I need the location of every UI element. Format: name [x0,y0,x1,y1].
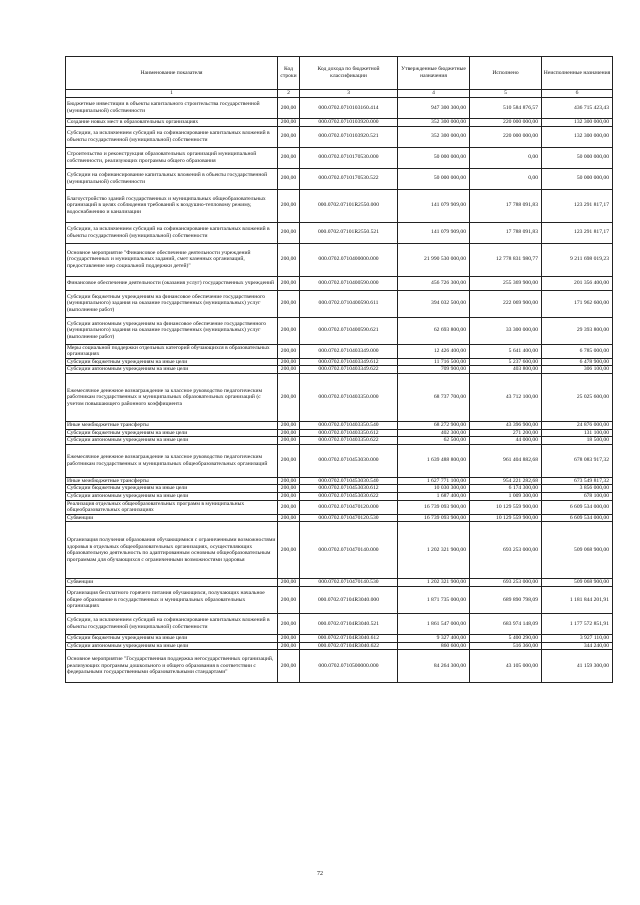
cell-line-code: 200,00 [278,317,300,344]
cell-line-code: 200,00 [278,500,300,514]
cell-unexecuted: 50 000 000,00 [542,168,613,189]
cell-executed: 693 253 000,00 [470,522,542,579]
cell-unexecuted: 41 159 300,00 [542,650,613,683]
table-row [66,429,613,437]
cell-approved: 1 202 321 900,00 [398,522,470,579]
cell-unexecuted: 6 785 000,00 [542,344,613,358]
cell-indicator-name: Субсидии бюджетным учреждениям на иные цели [66,358,278,366]
cell-line-code: 200,00 [278,444,300,477]
cell-line-code: 200,00 [278,421,300,429]
cell-income-code: 000.0702.0710403350.000 [300,373,398,421]
column-number: 5 [470,90,542,98]
cell-indicator-name: Иные межбюджетные трансферты [66,477,278,485]
cell-unexecuted: 1 181 844 201,91 [542,586,613,613]
cell-executed: 954 221 282,68 [470,477,542,485]
cell-line-code: 200,00 [278,276,300,290]
cell-approved: 947 300 300,00 [398,98,470,119]
column-number: 3 [300,90,398,98]
cell-executed: 689 890 798,09 [470,586,542,613]
table-row [66,126,613,147]
cell-indicator-name: Субсидии автономным учреждениям на иные цели [66,642,278,650]
cell-approved: 11 716 500,00 [398,358,470,366]
cell-income-code: 000.0702.07104R3040.000 [300,586,398,613]
cell-income-code: 000.0702.0710400590.000 [300,276,398,290]
cell-approved: 21 990 530 000,00 [398,243,470,276]
cell-unexecuted: 9 211 698 019,23 [542,243,613,276]
cell-indicator-name: Субсидии автономным учреждениям на иные цели [66,492,278,500]
cell-income-code: 000.0702.0710403349.612 [300,358,398,366]
cell-line-code: 200,00 [278,514,300,522]
table-row [66,358,613,366]
cell-executed: 12 778 831 980,77 [470,243,542,276]
budget-execution-table [65,56,613,683]
cell-indicator-name: Субсидии бюджетным учреждениям на иные цели [66,485,278,493]
cell-executed: 33 300 000,00 [470,317,542,344]
cell-approved: 456 726 300,00 [398,276,470,290]
cell-unexecuted: 123 291 817,17 [542,222,613,243]
cell-income-code: 000.0702.07104R3040.612 [300,634,398,642]
cell-executed: 43 396 900,00 [470,421,542,429]
table-row [66,586,613,613]
table-row [66,477,613,485]
cell-approved: 709 900,00 [398,366,470,374]
cell-indicator-name: Основное мероприятие "Государственная поддержка негосударственных организаций, реализующих программы дошкольного и общего образования в соответствии с федеральными государственными образовательными стандартами" [66,650,278,683]
cell-line-code: 200,00 [278,586,300,613]
table-row [66,189,613,222]
table-row [66,222,613,243]
column-number: 1 [66,90,278,98]
cell-indicator-name: Организация получения образования обучающимися с ограниченными возможностями здоровья в отдельных общеобразовательных организациях, осуществляющих образовательную деятельность по адаптированным основным общеобразовательным программам для обучающихся с ограниченными возможностями здоровья [66,522,278,579]
table-row [66,492,613,500]
cell-approved: 1 627 771 100,00 [398,477,470,485]
table-row [66,119,613,127]
table-row [66,243,613,276]
cell-unexecuted: 3 856 000,00 [542,485,613,493]
cell-line-code: 200,00 [278,344,300,358]
cell-income-code: 000.0702.07101R2550.521 [300,222,398,243]
table-row [66,485,613,493]
cell-income-code: 000.0702.0710453030.622 [300,492,398,500]
cell-line-code: 200,00 [278,579,300,587]
cell-approved: 141 079 909,00 [398,222,470,243]
cell-line-code: 200,00 [278,98,300,119]
cell-approved: 84 264 300,00 [398,650,470,683]
cell-unexecuted: 436 715 423,43 [542,98,613,119]
table-row [66,437,613,445]
cell-indicator-name: Субвенции [66,514,278,522]
cell-line-code: 200,00 [278,222,300,243]
cell-approved: 10 030 300,00 [398,485,470,493]
cell-executed: 961 404 882,68 [470,444,542,477]
cell-unexecuted: 132 300 000,00 [542,126,613,147]
table-row [66,373,613,421]
cell-unexecuted: 24 876 000,00 [542,421,613,429]
cell-line-code: 200,00 [278,650,300,683]
cell-indicator-name: Субсидии на софинансирование капитальных вложений в объекты государственной (муниципальной) собственности [66,168,278,189]
header-line-code: Код строки [278,57,300,90]
cell-line-code: 200,00 [278,492,300,500]
cell-line-code: 200,00 [278,477,300,485]
cell-income-code: 000.0702.0710400590.611 [300,290,398,317]
cell-income-code: 000.0702.0710453030.000 [300,444,398,477]
cell-indicator-name: Субсидии, за исключением субсидий на софинансирование капитальных вложений в объекты государственной (муниципальной) собственности [66,613,278,634]
cell-executed: 403 800,00 [470,366,542,374]
cell-executed: 0,00 [470,168,542,189]
cell-executed: 10 129 559 900,00 [470,500,542,514]
cell-line-code: 200,00 [278,358,300,366]
cell-line-code: 200,00 [278,522,300,579]
cell-income-code: 000.0702.0710470120.530 [300,514,398,522]
cell-executed: 5 237 600,00 [470,358,542,366]
cell-indicator-name: Субсидии, за исключением субсидий на софинансирование капитальных вложений в объекты государственной (муниципальной) собственности [66,222,278,243]
cell-income-code: 000.0702.07101R2550.000 [300,189,398,222]
cell-executed: 5 400 290,00 [470,634,542,642]
cell-indicator-name: Субсидии автономным учреждениям на иные цели [66,366,278,374]
column-number-row [66,90,613,98]
cell-indicator-name: Строительство и реконструкция образовательных организаций муниципальной собственности, реализующих программы общего образования [66,147,278,168]
table-row [66,634,613,642]
cell-executed: 44 000,00 [470,437,542,445]
cell-line-code: 200,00 [278,437,300,445]
header-income-code: Код дохода по бюджетной классификации [300,57,398,90]
cell-income-code: 000.0702.0710170530.000 [300,147,398,168]
cell-executed: 6 174 300,00 [470,485,542,493]
table-body [66,90,613,683]
table-row [66,276,613,290]
cell-executed: 222 069 900,00 [470,290,542,317]
cell-income-code: 000.0702.0710403349.622 [300,366,398,374]
column-number: 4 [398,90,470,98]
cell-line-code: 200,00 [278,189,300,222]
cell-line-code: 200,00 [278,613,300,634]
cell-executed: 220 000 000,00 [470,126,542,147]
cell-line-code: 200,00 [278,119,300,127]
table-row [66,613,613,634]
cell-indicator-name: Организация бесплатного горячего питания обучающихся, получающих начальное общее образование в государственных и муниципальных образовательных организациях [66,586,278,613]
cell-executed: 683 974 148,09 [470,613,542,634]
cell-line-code: 200,00 [278,290,300,317]
cell-approved: 50 000 000,00 [398,168,470,189]
cell-unexecuted: 3 927 110,00 [542,634,613,642]
header-approved: Утвержденные бюджетные назначения [398,57,470,90]
cell-approved: 12 426 400,00 [398,344,470,358]
cell-indicator-name: Субсидии автономным учреждениям на иные цели [66,437,278,445]
cell-approved: 394 032 500,00 [398,290,470,317]
cell-unexecuted: 132 300 000,00 [542,119,613,127]
cell-line-code: 200,00 [278,168,300,189]
cell-executed: 271 200,00 [470,429,542,437]
table-row [66,290,613,317]
cell-executed: 693 253 000,00 [470,579,542,587]
cell-approved: 1 871 735 000,00 [398,586,470,613]
table-row [66,98,613,119]
cell-unexecuted: 29 393 800,00 [542,317,613,344]
cell-unexecuted: 673 549 817,32 [542,477,613,485]
cell-line-code: 200,00 [278,373,300,421]
cell-indicator-name: Иные межбюджетные трансферты [66,421,278,429]
cell-approved: 50 000 000,00 [398,147,470,168]
cell-approved: 68 737 700,00 [398,373,470,421]
cell-indicator-name: Финансовое обеспечение деятельности (оказания услуг) государственных учреждений [66,276,278,290]
cell-indicator-name: Субсидии, за исключением субсидий на софинансирование капитальных вложений в объекты государственной (муниципальной) собственности [66,126,278,147]
cell-line-code: 200,00 [278,243,300,276]
cell-income-code: 000.0702.0710403350.540 [300,421,398,429]
cell-income-code: 000.0702.0710400000.000 [300,243,398,276]
cell-unexecuted: 678 083 917,32 [542,444,613,477]
cell-indicator-name: Основное мероприятие "Финансовое обеспечение деятельности учреждений (государственных и муниципальных заданий, смет казенных организаций, предоставление мер социальной поддержки детей)" [66,243,278,276]
cell-approved: 16 739 093 900,00 [398,500,470,514]
cell-income-code: 000.0702.0710500000.000 [300,650,398,683]
cell-indicator-name: Благоустройство зданий государственных и муниципальных общеобразовательных организаций в целях соблюдения требований к воздушно-тепловому режиму, водоснабжению и канализации [66,189,278,222]
cell-income-code: 000.0702.07104R3040.622 [300,642,398,650]
cell-unexecuted: 509 068 900,00 [542,579,613,587]
cell-line-code: 200,00 [278,429,300,437]
cell-unexecuted: 6 478 900,00 [542,358,613,366]
cell-line-code: 200,00 [278,642,300,650]
cell-approved: 9 327 400,00 [398,634,470,642]
cell-income-code: 000.0702.0710403350.622 [300,437,398,445]
cell-indicator-name: Субвенции [66,579,278,587]
table-row [66,317,613,344]
table-header-row [66,57,613,90]
header-executed: Исполнено [470,57,542,90]
table-row [66,168,613,189]
cell-income-code: 000.0702.07104R3040.521 [300,613,398,634]
cell-executed: 10 129 559 900,00 [470,514,542,522]
table-row [66,444,613,477]
cell-approved: 1 202 321 900,00 [398,579,470,587]
cell-indicator-name: Создание новых мест в образовательных организациях [66,119,278,127]
cell-unexecuted: 123 291 817,17 [542,189,613,222]
table-row [66,522,613,579]
header-indicator-name: Наименование показателя [66,57,278,90]
cell-income-code: 000.0702.0710403350.612 [300,429,398,437]
cell-approved: 68 272 900,00 [398,421,470,429]
cell-line-code: 200,00 [278,366,300,374]
table-row [66,147,613,168]
cell-indicator-name: Бюджетные инвестиции в объекты капитального строительства государственной (муниципальной) собственности [66,98,278,119]
cell-unexecuted: 306 100,00 [542,366,613,374]
cell-indicator-name: Ежемесячное денежное вознаграждение за классное руководство педагогическим работникам государственных и муниципальных общеобразовательных организаций [66,444,278,477]
cell-approved: 62 693 800,00 [398,317,470,344]
cell-unexecuted: 18 500,00 [542,437,613,445]
cell-executed: 516 360,00 [470,642,542,650]
cell-approved: 1 687 400,00 [398,492,470,500]
cell-income-code: 000.0702.0710453030.540 [300,477,398,485]
cell-approved: 352 300 000,00 [398,126,470,147]
table-row [66,514,613,522]
cell-executed: 17 788 091,83 [470,222,542,243]
cell-line-code: 200,00 [278,634,300,642]
table-row [66,421,613,429]
table-row [66,650,613,683]
cell-executed: 17 788 091,83 [470,189,542,222]
cell-executed: 1 009 300,00 [470,492,542,500]
cell-income-code: 000.0702.0710103160.414 [300,98,398,119]
cell-unexecuted: 50 000 000,00 [542,147,613,168]
cell-unexecuted: 344 240,00 [542,642,613,650]
cell-unexecuted: 6 609 534 000,00 [542,514,613,522]
cell-executed: 43 105 000,00 [470,650,542,683]
cell-approved: 141 079 909,00 [398,189,470,222]
cell-indicator-name: Ежемесячное денежное вознаграждение за классное руководство педагогическим работникам государственных и муниципальных образовательных организаций (с учетом повышающего районного коэффициента [66,373,278,421]
cell-income-code: 000.0702.0710400590.621 [300,317,398,344]
cell-income-code: 000.0702.0710470140.000 [300,522,398,579]
cell-approved: 16 739 093 900,00 [398,514,470,522]
cell-income-code: 000.0702.0710453030.612 [300,485,398,493]
cell-executed: 43 712 100,00 [470,373,542,421]
cell-income-code: 000.0702.0710470120.000 [300,500,398,514]
cell-executed: 220 000 000,00 [470,119,542,127]
cell-unexecuted: 201 356 400,00 [542,276,613,290]
cell-unexecuted: 1 177 572 851,91 [542,613,613,634]
table-row [66,500,613,514]
cell-line-code: 200,00 [278,147,300,168]
table-row [66,642,613,650]
column-number: 6 [542,90,613,98]
cell-line-code: 200,00 [278,126,300,147]
cell-indicator-name: Реализация отдельных общеобразовательных программ в муниципальных общеобразовательных организациях [66,500,278,514]
cell-executed: 5 641 400,00 [470,344,542,358]
cell-approved: 62 500,00 [398,437,470,445]
cell-executed: 510 584 876,57 [470,98,542,119]
column-number: 2 [278,90,300,98]
cell-unexecuted: 509 068 900,00 [542,522,613,579]
cell-indicator-name: Субсидии бюджетным учреждениям на финансовое обеспечение государственного (муниципального) задания на оказание государственных (муниципальных) услуг (выполнение работ) [66,290,278,317]
header-unexecuted: Неисполненные назначения [542,57,613,90]
cell-income-code: 000.0702.0710403349.000 [300,344,398,358]
cell-approved: 352 300 000,00 [398,119,470,127]
page-number: 72 [317,871,323,877]
cell-unexecuted: 25 025 600,00 [542,373,613,421]
table-row [66,579,613,587]
cell-income-code: 000.0702.0710103920.521 [300,126,398,147]
table-row [66,344,613,358]
cell-executed: 255 369 900,00 [470,276,542,290]
cell-indicator-name: Субсидии бюджетным учреждениям на иные цели [66,634,278,642]
cell-income-code: 000.0702.0710170530.522 [300,168,398,189]
cell-unexecuted: 171 962 600,00 [542,290,613,317]
cell-approved: 402 300,00 [398,429,470,437]
cell-line-code: 200,00 [278,485,300,493]
cell-approved: 1 861 547 000,00 [398,613,470,634]
table-row [66,366,613,374]
cell-income-code: 000.0702.0710470140.530 [300,579,398,587]
cell-indicator-name: Субсидии бюджетным учреждениям на иные цели [66,429,278,437]
cell-executed: 0,00 [470,147,542,168]
cell-unexecuted: 678 100,00 [542,492,613,500]
cell-indicator-name: Меры социальной поддержки отдельных категорий обучающихся в образовательных организациях [66,344,278,358]
cell-approved: 860 600,00 [398,642,470,650]
cell-indicator-name: Субсидии автономным учреждениям на финансовое обеспечение государственного (муниципального) задания на оказание государственных (муниципальных) услуг (выполнение работ) [66,317,278,344]
cell-approved: 1 639 488 800,00 [398,444,470,477]
cell-unexecuted: 6 609 534 000,00 [542,500,613,514]
cell-unexecuted: 131 100,00 [542,429,613,437]
cell-income-code: 000.0702.0710103920.000 [300,119,398,127]
